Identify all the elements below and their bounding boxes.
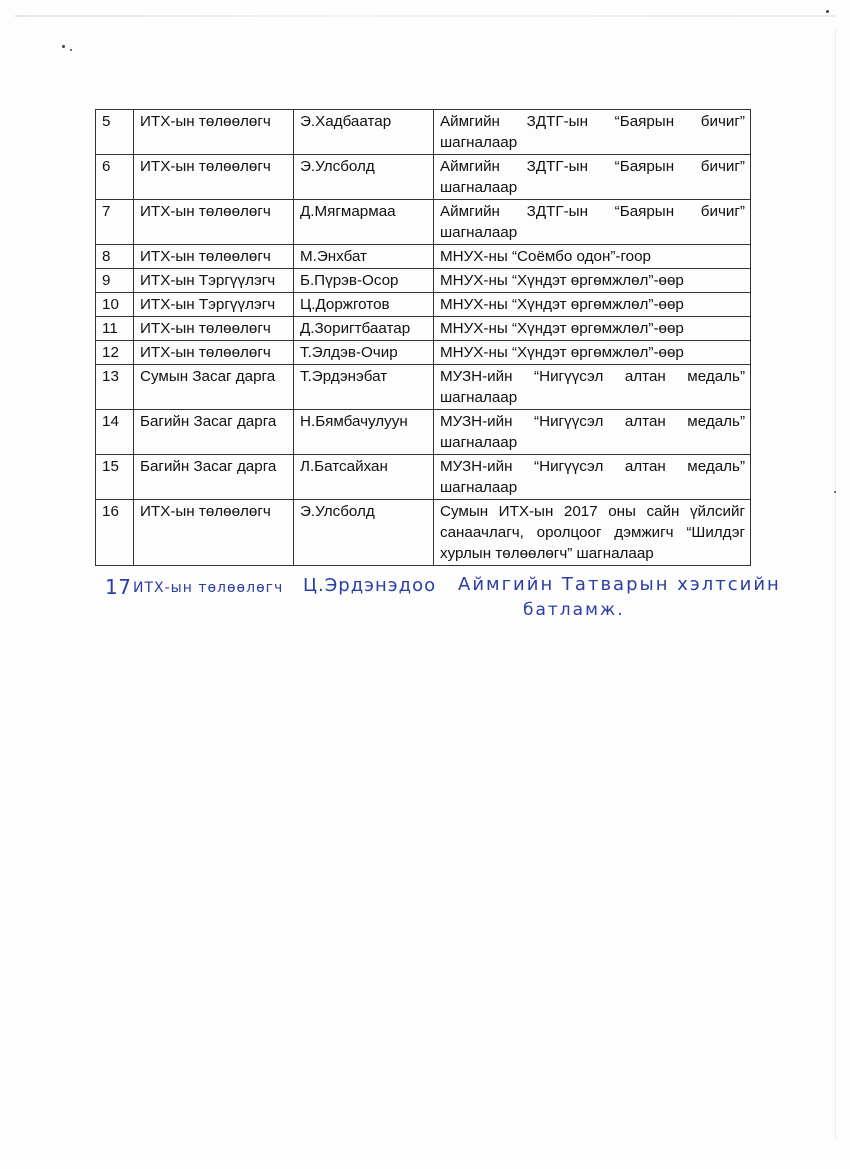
table-row [96, 410, 751, 455]
row-number: 10 [96, 293, 134, 317]
scan-edge-top [15, 15, 835, 17]
handwritten-award-line2: батламж. [523, 600, 625, 620]
row-position: ИТХ-ын төлөөлөгч [134, 155, 294, 200]
table-row [96, 293, 751, 317]
row-position: ИТХ-ын төлөөлөгч [134, 200, 294, 245]
row-award: Аймгийн ЗДТГ-ын “Баярын бичиг” шагналаар [434, 200, 751, 245]
row-position: ИТХ-ын Тэргүүлэгч [134, 269, 294, 293]
scan-speck [62, 45, 65, 48]
row-name: Т.Эрдэнэбат [294, 365, 434, 410]
row-number: 12 [96, 341, 134, 365]
row-number: 14 [96, 410, 134, 455]
row-number: 15 [96, 455, 134, 500]
row-award: МНУХ-ны “Хүндэт өргөмжлөл”-өөр [434, 317, 751, 341]
row-name: Л.Батсайхан [294, 455, 434, 500]
row-position: Сумын Засаг дарга [134, 365, 294, 410]
row-number: 9 [96, 269, 134, 293]
row-number: 13 [96, 365, 134, 410]
scan-speck [826, 10, 829, 13]
row-name: Э.Улсболд [294, 155, 434, 200]
scan-speck [834, 491, 836, 493]
row-position: ИТХ-ын төлөөлөгч [134, 245, 294, 269]
table-row [96, 269, 751, 293]
handwritten-award-line1: Аймгийн Татварын хэлтсийн [458, 574, 781, 595]
row-award: МУЗН-ийн “Нигүүсэл алтан медаль” шагналаар [434, 410, 751, 455]
awards-table-body [96, 110, 751, 566]
scan-edge-right [835, 30, 836, 1140]
row-position: ИТХ-ын төлөөлөгч [134, 500, 294, 566]
table-row [96, 200, 751, 245]
row-number: 5 [96, 110, 134, 155]
row-award: МУЗН-ийн “Нигүүсэл алтан медаль” шагналаар [434, 455, 751, 500]
row-number: 6 [96, 155, 134, 200]
handwritten-number: 17 [105, 575, 132, 599]
row-position: ИТХ-ын төлөөлөгч [134, 110, 294, 155]
row-name: Э.Улсболд [294, 500, 434, 566]
row-name: Д.Зоригтбаатар [294, 317, 434, 341]
table-row [96, 365, 751, 410]
row-number: 8 [96, 245, 134, 269]
scan-speck [70, 49, 72, 51]
row-award: МНУХ-ны “Хүндэт өргөмжлөл”-өөр [434, 341, 751, 365]
row-number: 11 [96, 317, 134, 341]
row-name: Б.Пүрэв-Осор [294, 269, 434, 293]
row-position: ИТХ-ын Тэргүүлэгч [134, 293, 294, 317]
row-award: МНУХ-ны “Соёмбо одон”-гоор [434, 245, 751, 269]
table-row [96, 155, 751, 200]
row-award: Аймгийн ЗДТГ-ын “Баярын бичиг” шагналаар [434, 155, 751, 200]
handwritten-position: ИТХ-ын төлөөлөгч [133, 580, 284, 596]
table-row [96, 455, 751, 500]
row-name: Н.Бямбачулуун [294, 410, 434, 455]
table-row [96, 245, 751, 269]
row-position: ИТХ-ын төлөөлөгч [134, 341, 294, 365]
row-award: Сумын ИТХ-ын 2017 оны сайн үйлсийг санаачлагч, оролцоог дэмжигч “Шилдэг хурлын төлөөлөгч” шагналаар [434, 500, 751, 566]
row-name: М.Энхбат [294, 245, 434, 269]
row-position: Багийн Засаг дарга [134, 410, 294, 455]
row-name: Э.Хадбаатар [294, 110, 434, 155]
row-name: Ц.Доржготов [294, 293, 434, 317]
table-row [96, 317, 751, 341]
row-position: ИТХ-ын төлөөлөгч [134, 317, 294, 341]
row-award: МУЗН-ийн “Нигүүсэл алтан медаль” шагналаар [434, 365, 751, 410]
awards-table [95, 109, 751, 566]
table-row [96, 341, 751, 365]
row-name: Т.Элдэв-Очир [294, 341, 434, 365]
row-name: Д.Мягмармаа [294, 200, 434, 245]
row-award: МНУХ-ны “Хүндэт өргөмжлөл”-өөр [434, 293, 751, 317]
table-row [96, 110, 751, 155]
row-award: Аймгийн ЗДТГ-ын “Баярын бичиг” шагналаар [434, 110, 751, 155]
handwritten-note [103, 573, 783, 633]
row-award: МНУХ-ны “Хүндэт өргөмжлөл”-өөр [434, 269, 751, 293]
row-number: 7 [96, 200, 134, 245]
row-position: Багийн Засаг дарга [134, 455, 294, 500]
table-row [96, 500, 751, 566]
row-number: 16 [96, 500, 134, 566]
handwritten-name: Ц.Эрдэнэдоо [303, 575, 437, 596]
